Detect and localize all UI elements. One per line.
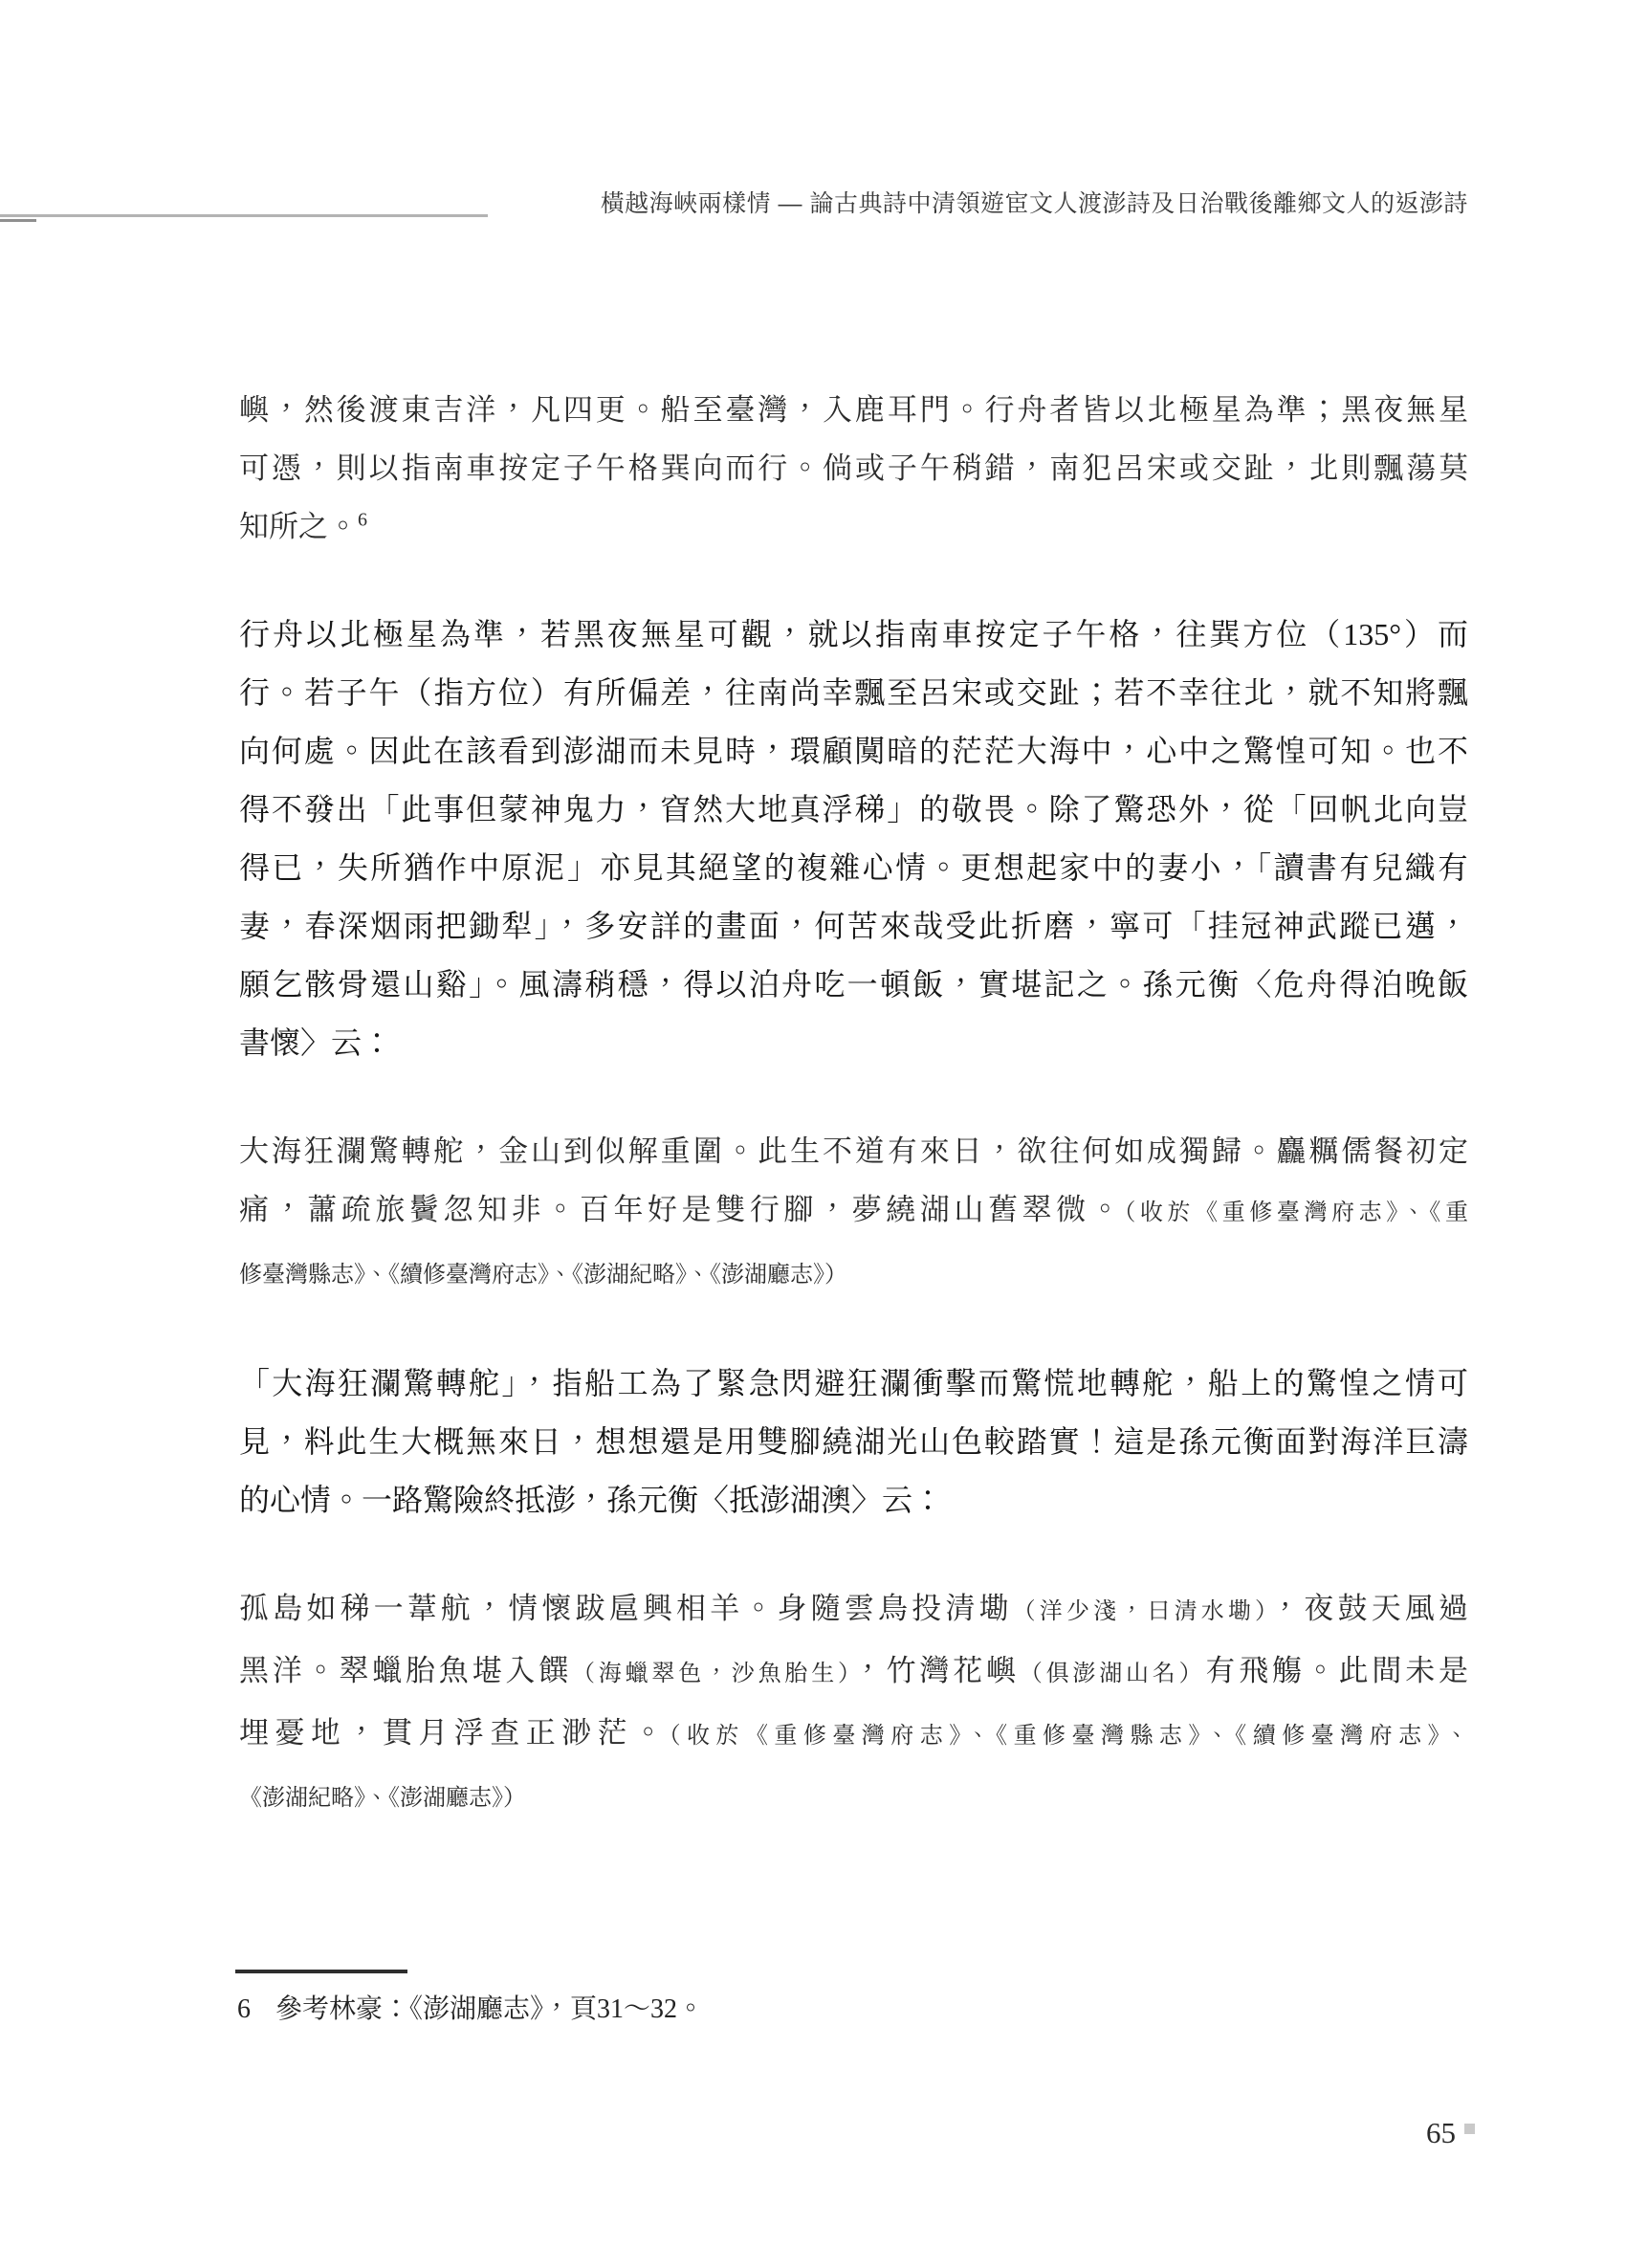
text-line: [239, 381, 1468, 439]
footnote-separator-rule: [235, 1970, 407, 1973]
quoted-poem-wei-zhou-de-bo: [239, 1122, 1468, 1305]
text-segment: 見，料此生大概無來日，想想還是用雙腳繞湖光山色較踏實！這是孫元衡面對海洋巨濤: [239, 1424, 1468, 1459]
header-rule: [0, 214, 488, 217]
text-segment: 《澎湖紀略》、《澎湖廳志》）: [239, 1786, 526, 1811]
paragraph-poem-commentary: [239, 1354, 1468, 1530]
main-text-column: [239, 381, 1468, 1878]
text-line: [239, 781, 1468, 839]
quoted-poem-di-penghu-ao: [239, 1579, 1468, 1828]
text-line: [239, 897, 1468, 956]
footnote-text: 參考林豪：《澎湖廳志》，頁31～32。: [275, 1994, 705, 2024]
text-segment: 的心情。一路驚險終抵澎，孫元衡〈抵澎湖澳〉云：: [239, 1483, 944, 1517]
text-segment: （收於《重修臺灣府志》、《重修臺灣縣志》、《續修臺灣府志》、: [669, 1724, 1468, 1749]
text-line: [239, 1354, 1468, 1413]
text-line: [239, 1180, 1468, 1243]
footnote-reference-marker: 6: [358, 509, 367, 531]
text-line: [239, 1243, 1468, 1305]
text-line: [239, 664, 1468, 722]
text-line: [239, 1413, 1468, 1471]
text-segment: 埋憂地，貫月浮查正渺茫。: [239, 1716, 670, 1750]
text-segment: 有飛觴。此間未是: [1205, 1654, 1469, 1687]
page-number: 65: [1426, 2116, 1456, 2149]
footnote: [237, 1990, 1461, 2030]
text-segment: 修臺灣縣志》、《續修臺灣府志》、《澎湖紀略》、《澎湖廳志》）: [239, 1263, 847, 1288]
page-number-block: [1426, 2116, 1475, 2150]
paragraph-navigation-explanation: [239, 606, 1468, 1072]
text-line: [239, 1122, 1468, 1180]
text-line: [239, 1471, 1468, 1530]
text-line: [239, 1579, 1468, 1641]
text-segment: 「大海狂瀾驚轉舵」，指船工為了緊急閃避狂瀾衝擊而驚慌地轉舵，船上的驚惶之情可: [239, 1366, 1468, 1400]
text-line: [239, 956, 1468, 1014]
text-segment: ，夜鼓天風過: [1270, 1592, 1469, 1625]
text-segment: 可憑，則以指南車按定子午格巽向而行。倘或子午稍錯，南犯呂宋或交趾，北則飄蕩莫: [239, 451, 1468, 485]
text-line: [239, 439, 1468, 497]
text-line: [239, 722, 1468, 781]
text-line: [239, 606, 1468, 664]
text-segment: ，竹灣花嶼: [852, 1654, 1020, 1687]
text-segment: 書懷〉云：: [239, 1025, 393, 1060]
text-segment: 妻，春深烟雨把鋤犁」，多安詳的畫面，何苦來哉受此折磨，寧可「挂冠神武蹤已邁，: [239, 909, 1468, 943]
text-line: [239, 1014, 1468, 1072]
text-segment: 得已，失所猶作中原泥」亦見其絕望的複雜心情。更想起家中的妻小，「讀書有兒織有: [239, 850, 1468, 885]
text-segment: 黑洋。翠蠟胎魚堪入饌: [239, 1654, 572, 1687]
text-line: [239, 1704, 1468, 1766]
text-segment: 願乞骸骨還山谿」。風濤稍穩，得以泊舟吃一頓飯，實堪記之。孫元衡〈危舟得泊晚飯: [239, 967, 1468, 1002]
text-segment: 大海狂瀾驚轉舵，金山到似解重圍。此生不道有來日，欲往何如成獨歸。麤糲儒餐初定: [239, 1134, 1468, 1168]
page-number-ornament-square: [1464, 2124, 1475, 2134]
running-header-title: 橫越海峽兩樣情 — 論古典詩中清領遊宦文人渡澎詩及日治戰後離鄉文人的返澎詩: [600, 190, 1468, 217]
text-line: [239, 1641, 1468, 1704]
text-segment: 痛，蕭疏旅鬢忽知非。百年好是雙行腳，夢繞湖山舊翠微。: [239, 1193, 1125, 1226]
text-segment: 得不發出「此事但蒙神鬼力，窅然大地真浮稊」的敬畏。除了驚恐外，從「回帆北向豈: [239, 792, 1468, 826]
text-segment: （收於《重修臺灣府志》、《重: [1124, 1200, 1469, 1225]
text-segment: 行舟以北極星為準，若黑夜無星可觀，就以指南車按定子午格，往巽方位（135°）而: [239, 617, 1468, 651]
text-line: [239, 839, 1468, 897]
text-line: [239, 497, 1468, 556]
text-segment: 知所之。: [239, 510, 358, 543]
text-segment: 向何處。因此在該看到澎湖而未見時，環顧闃暗的茫茫大海中，心中之驚惶可知。也不: [239, 734, 1468, 768]
text-line: [239, 1766, 1468, 1828]
footnote-number: 6: [237, 1994, 251, 2024]
text-segment: （海蠟翠色，沙魚胎生）: [572, 1662, 853, 1686]
header-rule-left-segment: [0, 219, 36, 222]
text-segment: （洋少淺，曰清水墈）: [1012, 1599, 1271, 1624]
text-segment: （俱澎湖山名）: [1019, 1662, 1206, 1686]
text-segment: 嶼，然後渡東吉洋，凡四更。船至臺灣，入鹿耳門。行舟者皆以北極星為準；黑夜無星: [239, 393, 1468, 427]
quoted-passage-crossing-instructions: [239, 381, 1468, 556]
text-segment: 孤島如稊一葦航，情懷跋扈興相羊。身隨雲鳥投清墈: [239, 1592, 1013, 1625]
text-segment: 行。若子午（指方位）有所偏差，往南尚幸飄至呂宋或交趾；若不幸往北，就不知將飄: [239, 675, 1468, 710]
